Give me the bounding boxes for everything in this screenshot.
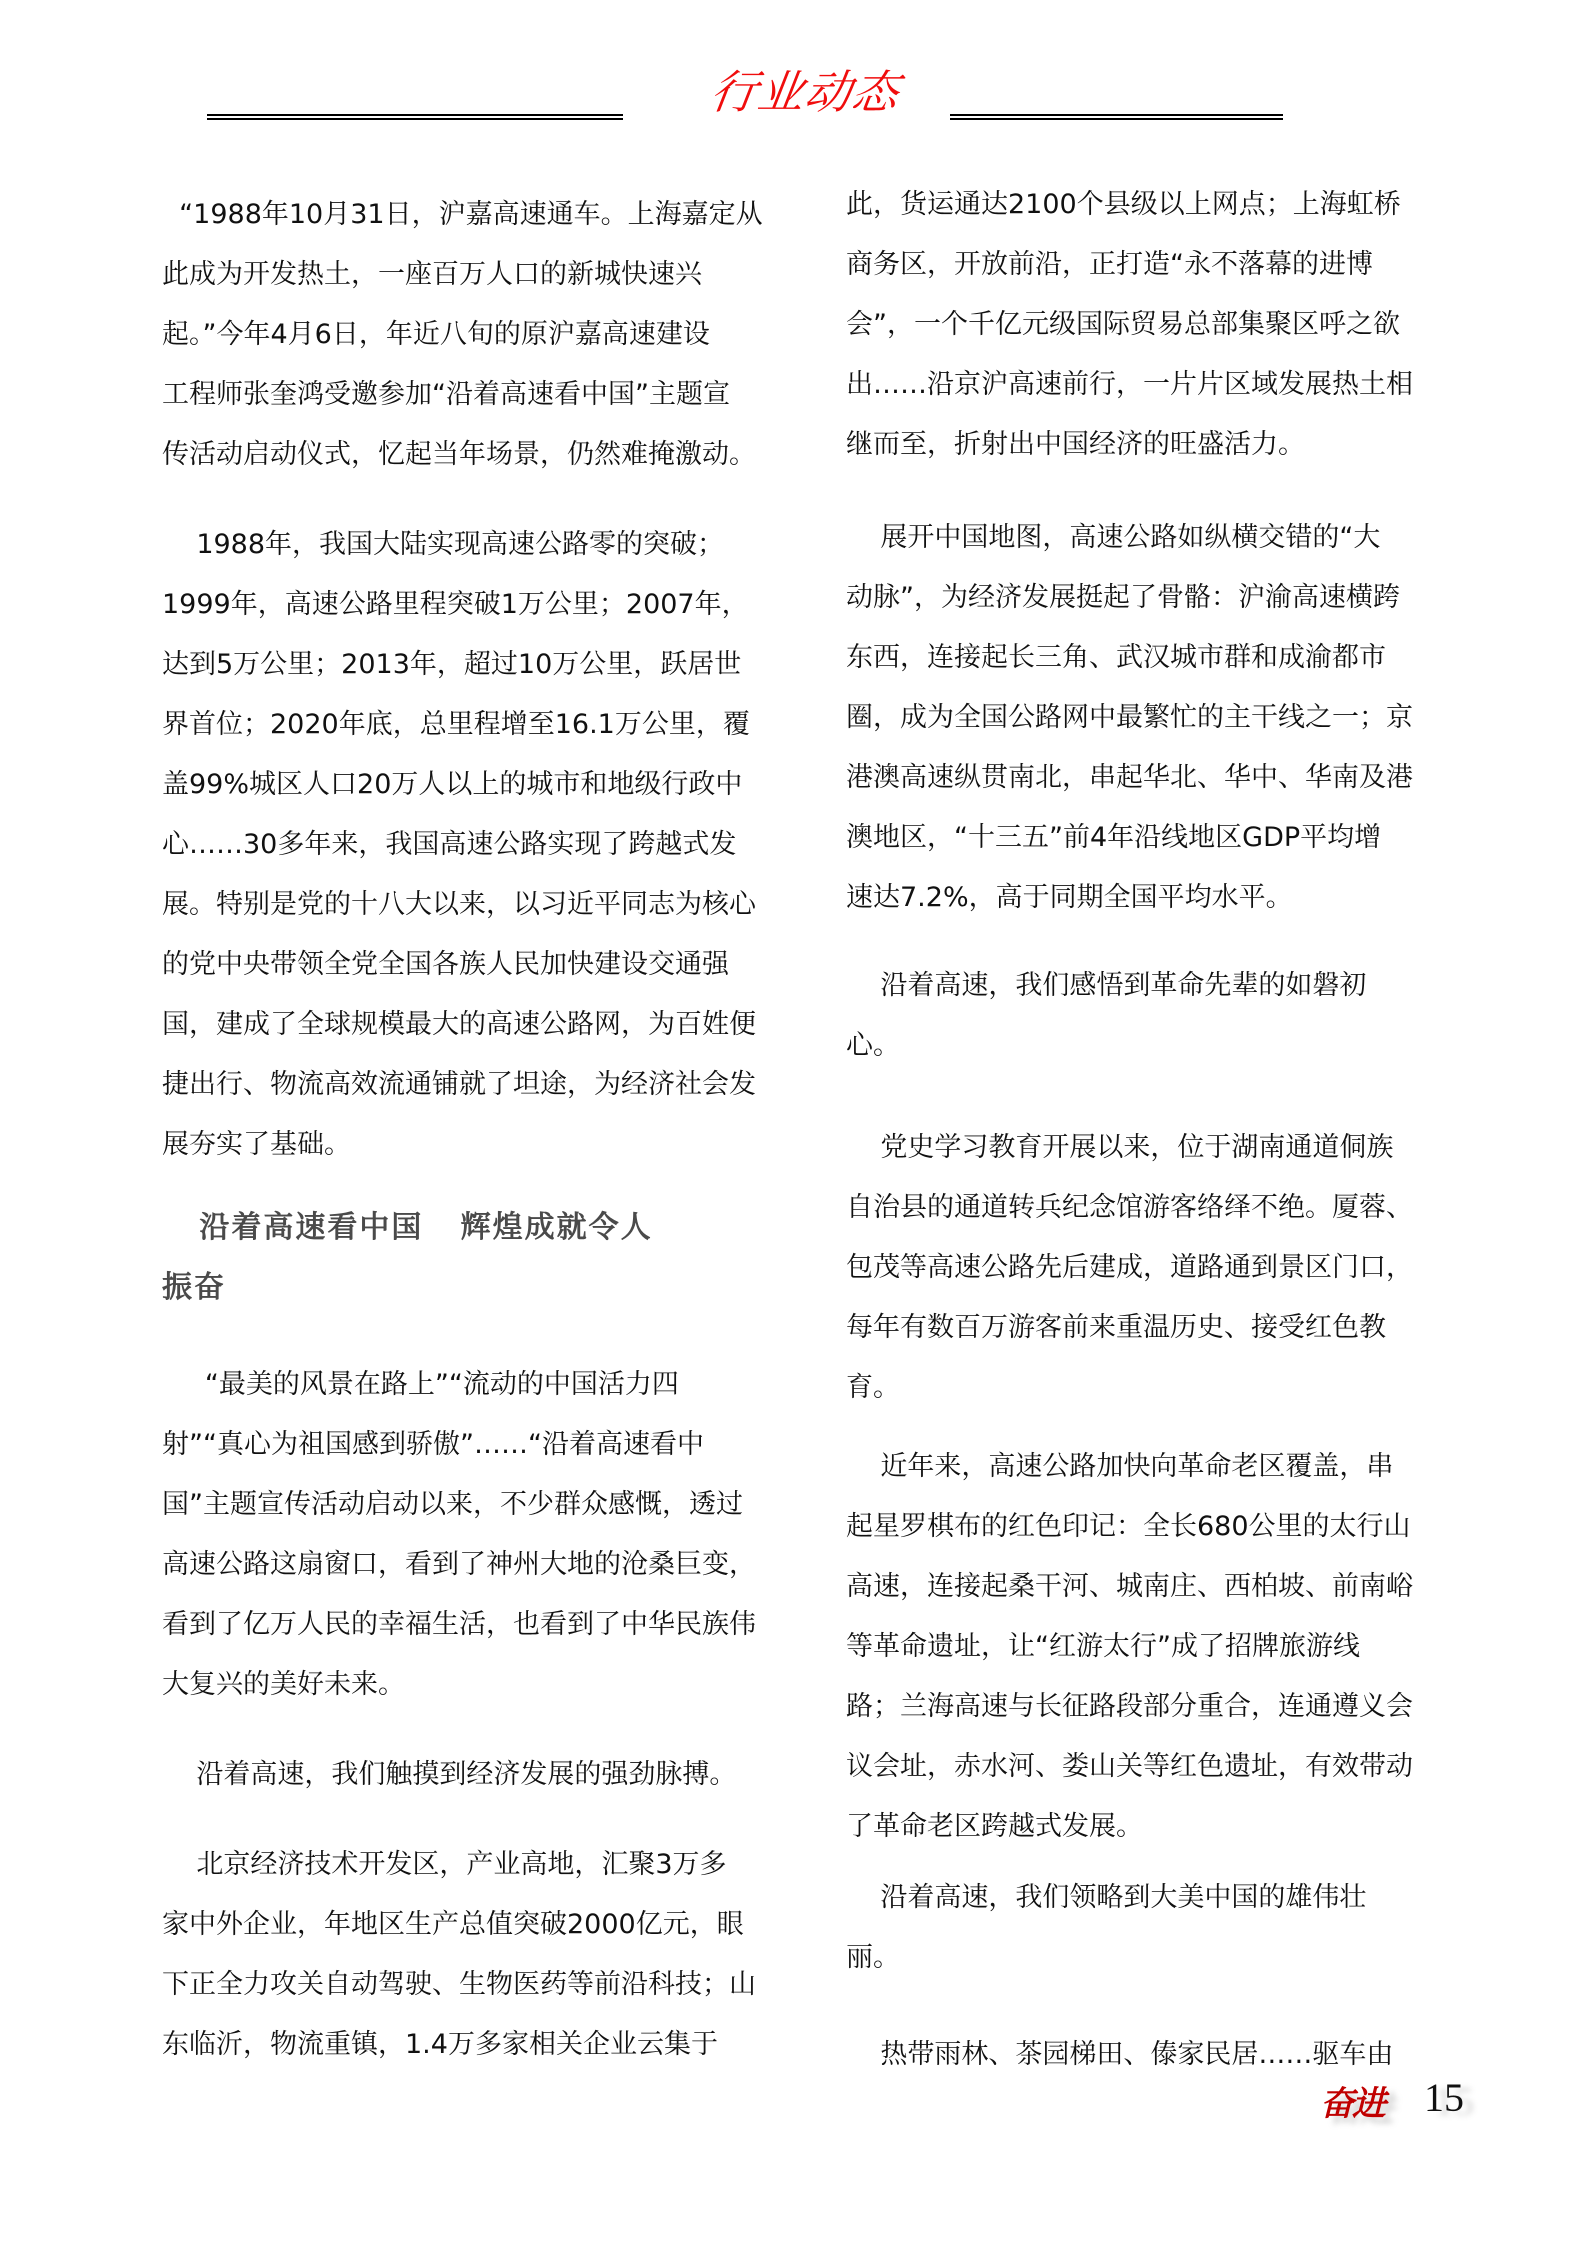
text-line: 北京经济技术开发区，产业高地，汇聚3万多 [162,1849,727,1880]
text-line: 达到5万公里；2013年，超过10万公里，跃居世 [162,649,742,680]
text-line: 继而至，折射出中国经济的旺盛活力。 [846,429,1305,460]
section-heading [162,1198,653,1318]
right-paragraph-2 [846,508,1413,928]
text-line: 动脉”，为经济发展挺起了骨骼：沪渝高速横跨 [846,582,1400,613]
text-line: 1988年，我国大陆实现高速公路零的突破； [162,529,725,560]
text-line: 射”“真心为祖国感到骄傲”……“沿着高速看中 [162,1429,704,1460]
text-line: 高速，连接起桑干河、城南庄、西柏坡、前南峪 [846,1571,1413,1602]
text-line: 国，建成了全球规模最大的高速公路网，为百姓便 [162,1009,756,1040]
text-line: 展开中国地图，高速公路如纵横交错的“大 [846,522,1381,553]
text-line: 澳地区，“十三五”前4年沿线地区GDP平均增 [846,822,1382,853]
text-line: 心……30多年来，我国高速公路实现了跨越式发 [162,829,737,860]
right-paragraph-5 [846,1437,1413,1857]
text-line: 的党中央带领全党全国各族人民加快建设交通强 [162,949,729,980]
text-line: 展夯实了基础。 [162,1129,351,1160]
text-line: 每年有数百万游客前来重温历史、接受红色教 [846,1312,1386,1343]
text-line: 圈，成为全国公路网中最繁忙的主干线之一；京 [846,702,1413,733]
text-line: 会”，一个千亿元级国际贸易总部集聚区呼之欲 [846,309,1400,340]
text-line: 展。特别是党的十八大以来，以习近平同志为核心 [162,889,756,920]
header-rule-right [950,114,1283,120]
right-paragraph-1 [846,175,1413,475]
left-paragraph-5 [162,1835,756,2075]
text-line: 此，货运通达2100个县级以上网点；上海虹桥 [846,189,1401,220]
left-paragraph-4 [162,1745,736,1805]
text-line: 振奋 [162,1270,226,1305]
text-line: “1988年10月31日，沪嘉高速通车。上海嘉定从 [162,199,763,230]
text-line: 育。 [846,1372,900,1403]
text-line: 工程师张奎鸿受邀参加“沿着高速看中国”主题宣 [162,379,730,410]
text-line: 大复兴的美好未来。 [162,1669,405,1700]
text-line: 丽。 [846,1942,900,1973]
text-line: 沿着高速看中国 辉煌成就令人 [162,1210,653,1245]
right-paragraph-3 [846,956,1366,1076]
text-line: 路；兰海高速与长征路段部分重合，连通遵义会 [846,1691,1413,1722]
text-line: 东临沂，物流重镇，1.4万多家相关企业云集于 [162,2029,718,2060]
left-paragraph-2 [162,515,756,1175]
text-line: 党史学习教育开展以来，位于湖南通道侗族 [846,1132,1394,1163]
right-paragraph-4 [846,1118,1413,1418]
text-line: 沿着高速，我们领略到大美中国的雄伟壮 [846,1882,1367,1913]
text-line: 速达7.2%，高于同期全国平均水平。 [846,882,1293,913]
text-line: 热带雨林、茶园梯田、傣家民居……驱车由 [846,2039,1394,2070]
text-line: 下正全力攻关自动驾驶、生物医药等前沿科技；山 [162,1969,756,2000]
text-line: 起。”今年4月6日，年近八旬的原沪嘉高速建设 [162,319,710,350]
header-rule-left [207,114,623,120]
section-title: 行业动态 [707,65,903,119]
right-paragraph-6 [846,1868,1366,1988]
text-line: 商务区，开放前沿，正打造“永不落幕的进博 [846,249,1373,280]
text-line: 界首位；2020年底，总里程增至16.1万公里，覆 [162,709,750,740]
left-paragraph-1 [162,185,763,485]
text-line: 1999年，高速公路里程突破1万公里；2007年， [162,589,749,620]
text-line: 出……沿京沪高速前行，一片片区域发展热土相 [846,369,1413,400]
text-line: 起星罗棋布的红色印记：全长680公里的太行山 [846,1511,1411,1542]
text-line: 自治县的通道转兵纪念馆游客络绎不绝。厦蓉、 [846,1192,1413,1223]
magazine-logo: 奋进 [1320,2084,1384,2124]
text-line: 高速公路这扇窗口，看到了神州大地的沧桑巨变， [162,1549,756,1580]
text-line: 此成为开发热土，一座百万人口的新城快速兴 [162,259,702,290]
text-line: 沿着高速，我们感悟到革命先辈的如磐初 [846,970,1367,1001]
text-line: 包茂等高速公路先后建成，道路通到景区门口， [846,1252,1413,1283]
text-line: 等革命遗址，让“红游太行”成了招牌旅游线 [846,1631,1360,1662]
text-line: 了革命老区跨越式发展。 [846,1811,1143,1842]
text-line: 盖99%城区人口20万人以上的城市和地级行政中 [162,769,743,800]
text-line: 港澳高速纵贯南北，串起华北、华中、华南及港 [846,762,1413,793]
right-paragraph-7 [846,2025,1393,2085]
text-line: “最美的风景在路上”“流动的中国活力四 [162,1369,679,1400]
text-line: 捷出行、物流高效流通铺就了坦途，为经济社会发 [162,1069,756,1100]
text-line: 国”主题宣传活动启动以来，不少群众感慨，透过 [162,1489,743,1520]
page-number: 15 [1424,2075,1464,2120]
text-line: 心。 [846,1030,900,1061]
text-line: 家中外企业，年地区生产总值突破2000亿元，眼 [162,1909,744,1940]
text-line: 议会址，赤水河、娄山关等红色遗址，有效带动 [846,1751,1413,1782]
text-line: 看到了亿万人民的幸福生活，也看到了中华民族伟 [162,1609,756,1640]
text-line: 东西，连接起长三角、武汉城市群和成渝都市 [846,642,1386,673]
text-line: 传活动启动仪式，忆起当年场景，仍然难掩激动。 [162,439,756,470]
text-line: 近年来，高速公路加快向革命老区覆盖，串 [846,1451,1394,1482]
text-line: 沿着高速，我们触摸到经济发展的强劲脉搏。 [162,1759,737,1790]
left-paragraph-3 [162,1355,756,1715]
